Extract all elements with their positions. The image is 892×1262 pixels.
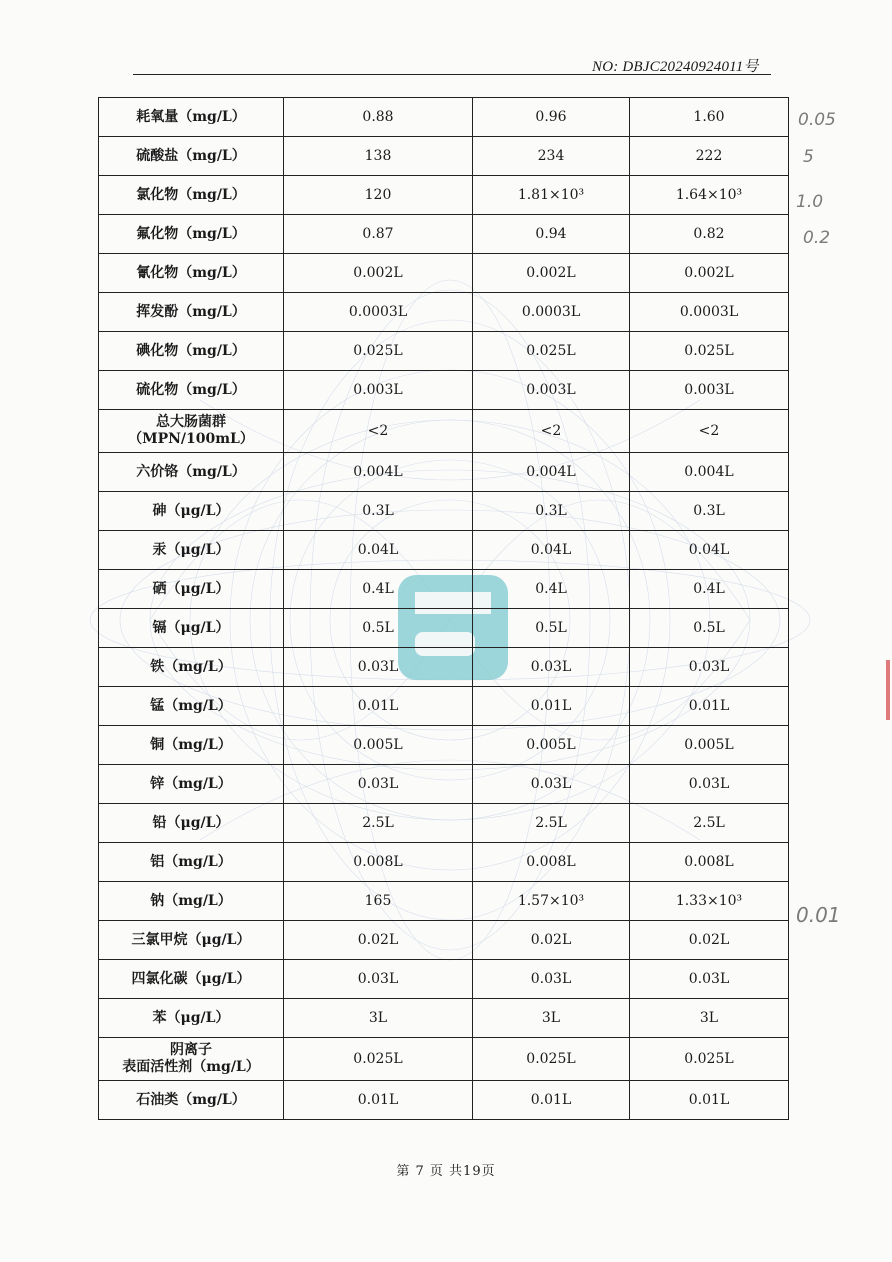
param-cell: 氰化物（mg/L） [99, 254, 284, 293]
value-cell-sample-2: 0.3L [473, 492, 630, 531]
value-cell-sample-3: 0.01L [630, 687, 789, 726]
margin-note: 1.0 [796, 192, 824, 212]
value-cell-sample-2: 0.008L [473, 843, 630, 882]
value-cell-sample-2: 234 [473, 137, 630, 176]
table-row [99, 137, 789, 176]
value-cell-sample-2: 0.04L [473, 531, 630, 570]
value-cell-sample-1: 0.002L [284, 254, 473, 293]
value-cell-sample-3: 1.64×10³ [630, 176, 789, 215]
param-cell: 钠（mg/L） [99, 882, 284, 921]
param-cell: 挥发酚（mg/L） [99, 293, 284, 332]
value-cell-sample-3: 0.005L [630, 726, 789, 765]
table-row [99, 98, 789, 137]
value-cell-sample-3: 0.0003L [630, 293, 789, 332]
table-row [99, 999, 789, 1038]
param-cell: 镉（μg/L） [99, 609, 284, 648]
value-cell-sample-3: 0.04L [630, 531, 789, 570]
value-cell-sample-2: 0.003L [473, 371, 630, 410]
table-row [99, 804, 789, 843]
param-cell: 铜（mg/L） [99, 726, 284, 765]
table-row [99, 765, 789, 804]
value-cell-sample-3: 0.82 [630, 215, 789, 254]
value-cell-sample-1: 0.3L [284, 492, 473, 531]
param-cell: 石油类（mg/L） [99, 1081, 284, 1120]
value-cell-sample-2: 0.002L [473, 254, 630, 293]
value-cell-sample-2: 2.5L [473, 804, 630, 843]
value-cell-sample-3: 0.3L [630, 492, 789, 531]
table-row [99, 843, 789, 882]
report-number: NO: DBJC20240924011号 [592, 59, 759, 75]
value-cell-sample-3: 0.4L [630, 570, 789, 609]
param-cell: 三氯甲烷（μg/L） [99, 921, 284, 960]
param-cell: 锰（mg/L） [99, 687, 284, 726]
table-row [99, 882, 789, 921]
value-cell-sample-3: 0.5L [630, 609, 789, 648]
value-cell-sample-2: 0.025L [473, 1038, 630, 1081]
margin-note: 5 [803, 147, 814, 167]
value-cell-sample-3: 0.03L [630, 960, 789, 999]
table-row [99, 609, 789, 648]
value-cell-sample-2: 1.57×10³ [473, 882, 630, 921]
value-cell-sample-3: 0.025L [630, 332, 789, 371]
table-row [99, 648, 789, 687]
value-cell-sample-2: 0.005L [473, 726, 630, 765]
param-cell: 砷（μg/L） [99, 492, 284, 531]
table-row [99, 254, 789, 293]
table-row [99, 453, 789, 492]
value-cell-sample-2: 3L [473, 999, 630, 1038]
value-cell-sample-2: 0.96 [473, 98, 630, 137]
value-cell-sample-3: 1.33×10³ [630, 882, 789, 921]
value-cell-sample-1: 0.04L [284, 531, 473, 570]
value-cell-sample-1: 0.03L [284, 648, 473, 687]
margin-note: 0.01 [796, 903, 841, 927]
value-cell-sample-1: 0.03L [284, 765, 473, 804]
param-name-line2: 表面活性剂（mg/L） [122, 1059, 260, 1075]
value-cell-sample-2: 0.02L [473, 921, 630, 960]
value-cell-sample-2: 1.81×10³ [473, 176, 630, 215]
value-cell-sample-2: 0.5L [473, 609, 630, 648]
value-cell-sample-1: 2.5L [284, 804, 473, 843]
param-cell: 碘化物（mg/L） [99, 332, 284, 371]
param-cell: 氯化物（mg/L） [99, 176, 284, 215]
param-cell [99, 410, 284, 453]
param-cell: 耗氧量（mg/L） [99, 98, 284, 137]
table-row [99, 921, 789, 960]
value-cell-sample-3: 2.5L [630, 804, 789, 843]
value-cell-sample-3: 0.03L [630, 765, 789, 804]
value-cell-sample-1: 3L [284, 999, 473, 1038]
value-cell-sample-2: 0.01L [473, 1081, 630, 1120]
table-row [99, 687, 789, 726]
param-name-line1: 总大肠菌群 [156, 414, 226, 430]
value-cell-sample-2: 0.01L [473, 687, 630, 726]
value-cell-sample-1: 0.4L [284, 570, 473, 609]
margin-note: 0.05 [798, 110, 836, 130]
table-row [99, 215, 789, 254]
value-cell-sample-3: 222 [630, 137, 789, 176]
param-cell: 铅（μg/L） [99, 804, 284, 843]
param-cell: 苯（μg/L） [99, 999, 284, 1038]
value-cell-sample-3: 0.03L [630, 648, 789, 687]
value-cell-sample-3: 0.01L [630, 1081, 789, 1120]
value-cell-sample-1: 0.01L [284, 687, 473, 726]
param-name-line1: 阴离子 [170, 1042, 212, 1058]
param-cell: 铁（mg/L） [99, 648, 284, 687]
param-cell: 硫酸盐（mg/L） [99, 137, 284, 176]
value-cell-sample-2: 0.4L [473, 570, 630, 609]
param-name-line2: （MPN/100mL） [128, 431, 254, 447]
param-cell: 氟化物（mg/L） [99, 215, 284, 254]
table-row [99, 176, 789, 215]
param-cell: 六价铬（mg/L） [99, 453, 284, 492]
value-cell-sample-3: 0.025L [630, 1038, 789, 1081]
value-cell-sample-2: 0.94 [473, 215, 630, 254]
table-row [99, 531, 789, 570]
value-cell-sample-3: 0.004L [630, 453, 789, 492]
value-cell-sample-1: 0.003L [284, 371, 473, 410]
value-cell-sample-3: 0.008L [630, 843, 789, 882]
value-cell-sample-1: 0.005L [284, 726, 473, 765]
value-cell-sample-2: 0.0003L [473, 293, 630, 332]
param-cell: 铝（mg/L） [99, 843, 284, 882]
value-cell-sample-1: 0.01L [284, 1081, 473, 1120]
value-cell-sample-3: 3L [630, 999, 789, 1038]
value-cell-sample-1: 0.0003L [284, 293, 473, 332]
value-cell-sample-1: 0.87 [284, 215, 473, 254]
param-cell: 汞（μg/L） [99, 531, 284, 570]
edge-mark [886, 660, 890, 720]
value-cell-sample-1: 0.5L [284, 609, 473, 648]
param-cell: 硫化物（mg/L） [99, 371, 284, 410]
value-cell-sample-3: 1.60 [630, 98, 789, 137]
table-row [99, 492, 789, 531]
value-cell-sample-1: <2 [284, 410, 473, 453]
value-cell-sample-3: 0.02L [630, 921, 789, 960]
value-cell-sample-2: 0.004L [473, 453, 630, 492]
table-row [99, 293, 789, 332]
header-rule [133, 74, 771, 75]
table-row [99, 726, 789, 765]
value-cell-sample-2: 0.025L [473, 332, 630, 371]
table-row [99, 371, 789, 410]
value-cell-sample-1: 0.03L [284, 960, 473, 999]
value-cell-sample-1: 0.02L [284, 921, 473, 960]
value-cell-sample-1: 138 [284, 137, 473, 176]
value-cell-sample-1: 165 [284, 882, 473, 921]
value-cell-sample-1: 0.025L [284, 1038, 473, 1081]
table-row [99, 410, 789, 453]
param-cell: 锌（mg/L） [99, 765, 284, 804]
page-footer: 第 7 页 共19页 [396, 1164, 496, 1179]
value-cell-sample-2: 0.03L [473, 765, 630, 804]
param-cell: 四氯化碳（μg/L） [99, 960, 284, 999]
value-cell-sample-3: 0.003L [630, 371, 789, 410]
value-cell-sample-2: <2 [473, 410, 630, 453]
value-cell-sample-1: 0.88 [284, 98, 473, 137]
value-cell-sample-1: 0.025L [284, 332, 473, 371]
table-row [99, 570, 789, 609]
value-cell-sample-2: 0.03L [473, 648, 630, 687]
table-row [99, 1081, 789, 1120]
margin-note: 0.2 [803, 228, 831, 248]
value-cell-sample-1: 0.008L [284, 843, 473, 882]
table-row [99, 332, 789, 371]
test-results-table [98, 97, 789, 1120]
param-cell [99, 1038, 284, 1081]
param-cell: 硒（μg/L） [99, 570, 284, 609]
value-cell-sample-2: 0.03L [473, 960, 630, 999]
table-row [99, 960, 789, 999]
table-row [99, 1038, 789, 1081]
value-cell-sample-1: 0.004L [284, 453, 473, 492]
value-cell-sample-1: 120 [284, 176, 473, 215]
value-cell-sample-3: <2 [630, 410, 789, 453]
value-cell-sample-3: 0.002L [630, 254, 789, 293]
